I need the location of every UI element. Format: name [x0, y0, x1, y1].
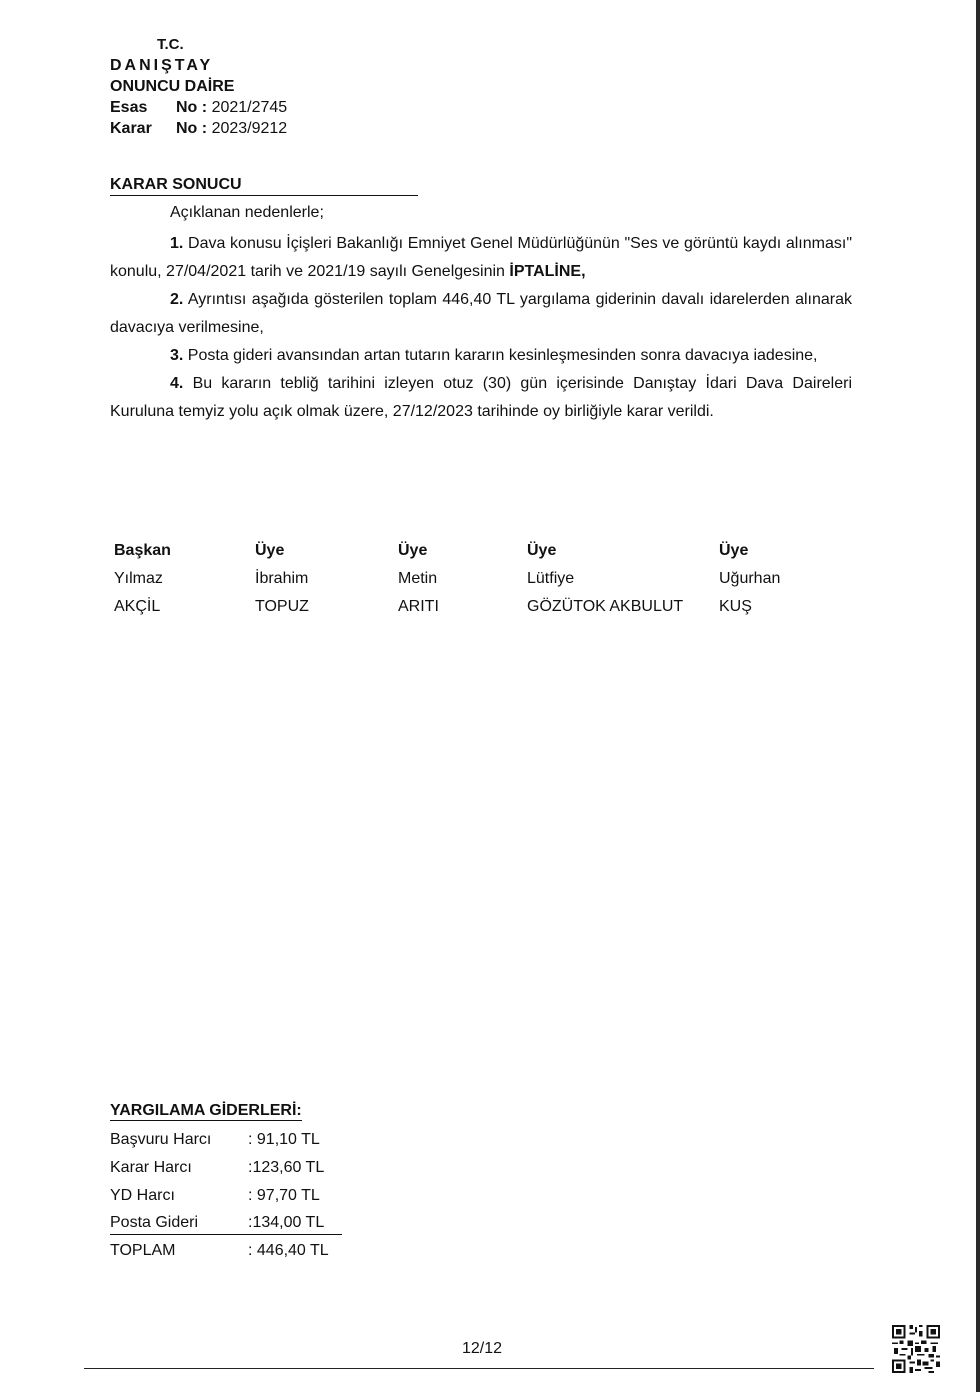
- decision-intro: Açıklanan nedenlerle;: [170, 204, 324, 221]
- court-name: DANIŞTAY: [110, 57, 214, 74]
- karar-label: Karar: [110, 120, 152, 137]
- page-edge: [976, 0, 980, 1392]
- item-bold-text: İPTALİNE,: [509, 263, 586, 280]
- signatory-last-name: AKÇİL: [114, 598, 161, 615]
- footer-divider: [84, 1368, 874, 1369]
- signatory-last-name: ARITI: [398, 598, 439, 615]
- signatory-first-name: Yılmaz: [114, 570, 163, 587]
- decision-item: [110, 370, 852, 426]
- karar-row: [110, 118, 287, 139]
- cost-row: [110, 1129, 342, 1151]
- signatory-role: Başkan: [114, 542, 171, 559]
- signatory-first-name: Lütfiye: [527, 570, 575, 587]
- cost-label: Posta Gideri: [110, 1214, 199, 1231]
- department-name: ONUNCU DAİRE: [110, 78, 235, 95]
- tc-label: T.C.: [157, 36, 184, 53]
- esas-no-label: No :: [176, 99, 208, 116]
- cost-value: : 446,40 TL: [248, 1242, 329, 1259]
- esas-number: 2021/2745: [211, 99, 288, 116]
- cost-label: TOPLAM: [110, 1242, 176, 1259]
- cost-label: YD Harcı: [110, 1187, 175, 1204]
- item-text: Bu kararın tebliğ tarihini izleyen otuz (30) gün içerisinde Danıştay İdari Dava Daireleri Kuruluna temyiz yolu açık olmak üzere, 27/12/2023 tarihinde oy birliğiyle karar verildi.: [110, 375, 853, 420]
- costs-title: YARGILAMA GİDERLERİ:: [110, 1102, 302, 1119]
- cost-value: :134,00 TL: [248, 1214, 325, 1231]
- item-text: Ayrıntısı aşağıda gösterilen toplam 446,40 TL yargılama giderinin davalı idarelerden alınarak davacıya verilmesine,: [110, 291, 853, 336]
- karar-no-label: No :: [176, 120, 208, 137]
- document-header: [110, 34, 287, 139]
- signatory-first-name: Metin: [398, 570, 438, 587]
- item-number: 3.: [170, 347, 184, 364]
- signatory-last-name: KUŞ: [719, 598, 752, 615]
- signatory-last-name: GÖZÜTOK AKBULUT: [527, 598, 684, 615]
- decision-item: [110, 286, 852, 342]
- cost-row: [110, 1212, 342, 1235]
- decision-item: [110, 230, 852, 286]
- page-number: 12/12: [462, 1340, 503, 1357]
- decision-items: [110, 230, 852, 426]
- decision-item: [110, 342, 852, 370]
- signatory-role: Üye: [719, 542, 749, 559]
- cost-label: Başvuru Harcı: [110, 1131, 212, 1148]
- cost-value: :123,60 TL: [248, 1159, 325, 1176]
- item-text: Dava konusu İçişleri Bakanlığı Emniyet Genel Müdürlüğünün "Ses ve görüntü kaydı alınması" konulu, 27/04/2021 tarih ve 2021/19 sayılı Genelgesinin: [110, 235, 852, 280]
- qr-code-icon: [892, 1325, 940, 1373]
- signatory-role: Üye: [398, 542, 428, 559]
- signatory-role: Üye: [255, 542, 285, 559]
- cost-value: : 91,10 TL: [248, 1131, 320, 1148]
- karar-number: 2023/9212: [211, 120, 288, 137]
- decision-title: KARAR SONUCU: [110, 176, 418, 196]
- esas-label: Esas: [110, 99, 148, 116]
- signatory-first-name: İbrahim: [255, 570, 309, 587]
- item-number: 2.: [170, 291, 184, 308]
- cost-row: [110, 1157, 342, 1179]
- item-number: 1.: [170, 235, 184, 252]
- cost-row: [110, 1185, 342, 1207]
- cost-total-row: [110, 1240, 342, 1262]
- item-number: 4.: [170, 375, 184, 392]
- signatory-first-name: Uğurhan: [719, 570, 781, 587]
- item-text: Posta gideri avansından artan tutarın kararın kesinleşmesinden sonra davacıya iadesine,: [187, 347, 818, 364]
- signatory-last-name: TOPUZ: [255, 598, 309, 615]
- cost-value: : 97,70 TL: [248, 1187, 320, 1204]
- signatory-role: Üye: [527, 542, 557, 559]
- cost-label: Karar Harcı: [110, 1159, 192, 1176]
- esas-row: [110, 97, 287, 118]
